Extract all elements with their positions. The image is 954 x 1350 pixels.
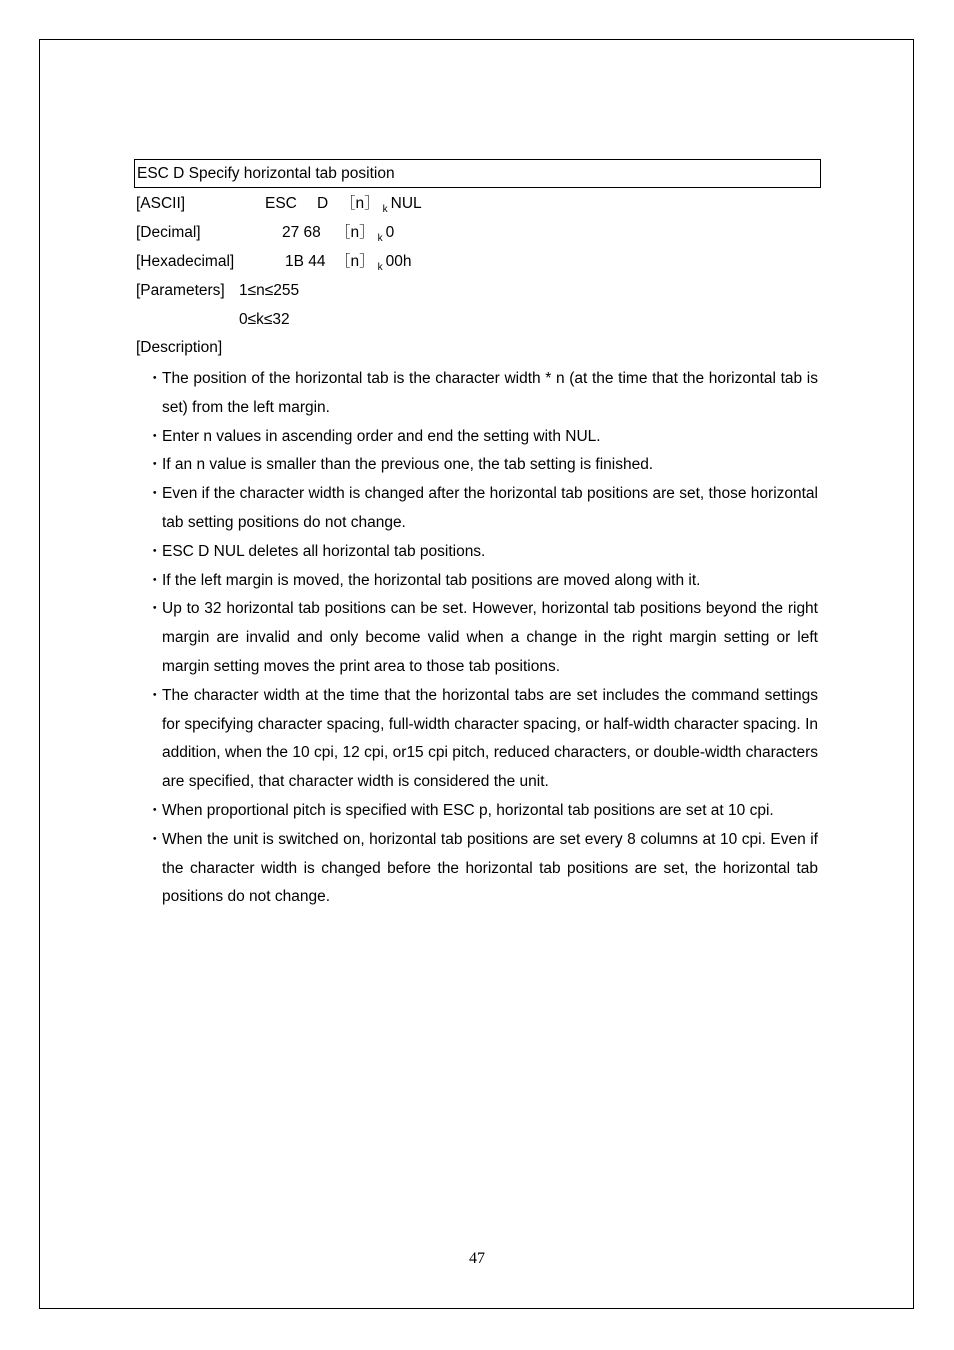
description-item [147,365,818,423]
description-label: [Description] [136,339,223,356]
description-text: If an n value is smaller than the previous one, the tab setting is finished. [162,456,654,474]
parameter-k-range: 0≤k≤32 [239,311,290,328]
hexadecimal-label: [Hexadecimal] [136,253,235,270]
ascii-d: D [317,195,329,212]
decimal-label: [Decimal] [136,224,201,241]
hexadecimal-cmd: 1B 44 [285,253,326,270]
description-text: Even if the character width is changed after the horizontal tab positions are set, those horizontal tab setting positions do not change. [162,485,818,531]
bullet-glyph: ・ [147,686,163,704]
decimal-param [335,223,394,245]
bullet-glyph: ・ [147,370,163,387]
description-item [147,538,818,567]
ascii-subscript-k: k [382,204,388,215]
parameters-label: [Parameters] [136,282,225,299]
description-item [147,423,818,452]
bullet-glyph: ・ [147,427,163,445]
parameter-n-range: 1≤n≤255 [239,282,300,299]
description-text: The character width at the time that the horizontal tabs are set includes the command settings for specifying character spacing, full-width character spacing, or half-width character spacing. In addition, when the 10 cpi, 12 cpi, or15 cpi pitch, reduced characters, or double-width characters are specified, that character width is considered the unit. [162,686,818,791]
description-text: The position of the horizontal tab is the character width * n (at the time that the horizontal tab is set) from the left margin. [162,370,818,416]
bullet-glyph: ・ [147,571,163,589]
bullet-glyph: ・ [147,485,163,503]
description-item [147,480,818,538]
command-title: ESC D Specify horizontal tab position [134,159,821,188]
ascii-esc: ESC [265,195,297,212]
hexadecimal-terminator: 00h [385,253,412,270]
description-text: If the left margin is moved, the horizontal tab positions are moved along with it. [162,571,701,589]
description-text: Enter n values in ascending order and end the setting with NUL. [162,427,601,445]
description-item [147,595,818,681]
description-item [147,826,818,912]
bullet-glyph: ・ [147,542,163,560]
page-number: 47 [469,1250,485,1267]
description-text: Up to 32 horizontal tab positions can be set. However, horizontal tab positions beyond the right margin are invalid and only become valid when a change in the right margin setting or left margin setting moves the print area to those tab positions. [162,600,818,675]
description-item [147,797,818,826]
bullet-glyph: ・ [147,456,163,474]
description-list [147,365,818,912]
bullet-glyph: ・ [147,830,163,848]
hexadecimal-param [335,252,412,274]
description-text: When proportional pitch is specified with ESC p, horizontal tab positions are set at 10 cpi. [162,801,774,819]
hexadecimal-param-n: ［n］ [335,253,375,270]
hexadecimal-subscript-k: k [377,262,383,273]
bullet-glyph: ・ [147,600,163,618]
bullet-glyph: ・ [147,801,163,819]
decimal-terminator: 0 [385,224,395,241]
description-item [147,567,818,596]
ascii-terminator: NUL [390,195,422,212]
description-text: ESC D NUL deletes all horizontal tab positions. [162,542,486,560]
ascii-param-n: ［n］ [340,195,380,212]
description-item [147,451,818,480]
ascii-param [340,194,422,216]
ascii-label: [ASCII] [136,195,186,212]
description-item [147,682,818,797]
decimal-cmd: 27 68 [282,224,321,241]
decimal-subscript-k: k [377,233,383,244]
description-text: When the unit is switched on, horizontal tab positions are set every 8 columns at 10 cpi. Even if the character width is changed before the horizontal tab positions are set, the horizontal tab positions do not change. [162,830,818,906]
decimal-param-n: ［n］ [335,224,375,241]
